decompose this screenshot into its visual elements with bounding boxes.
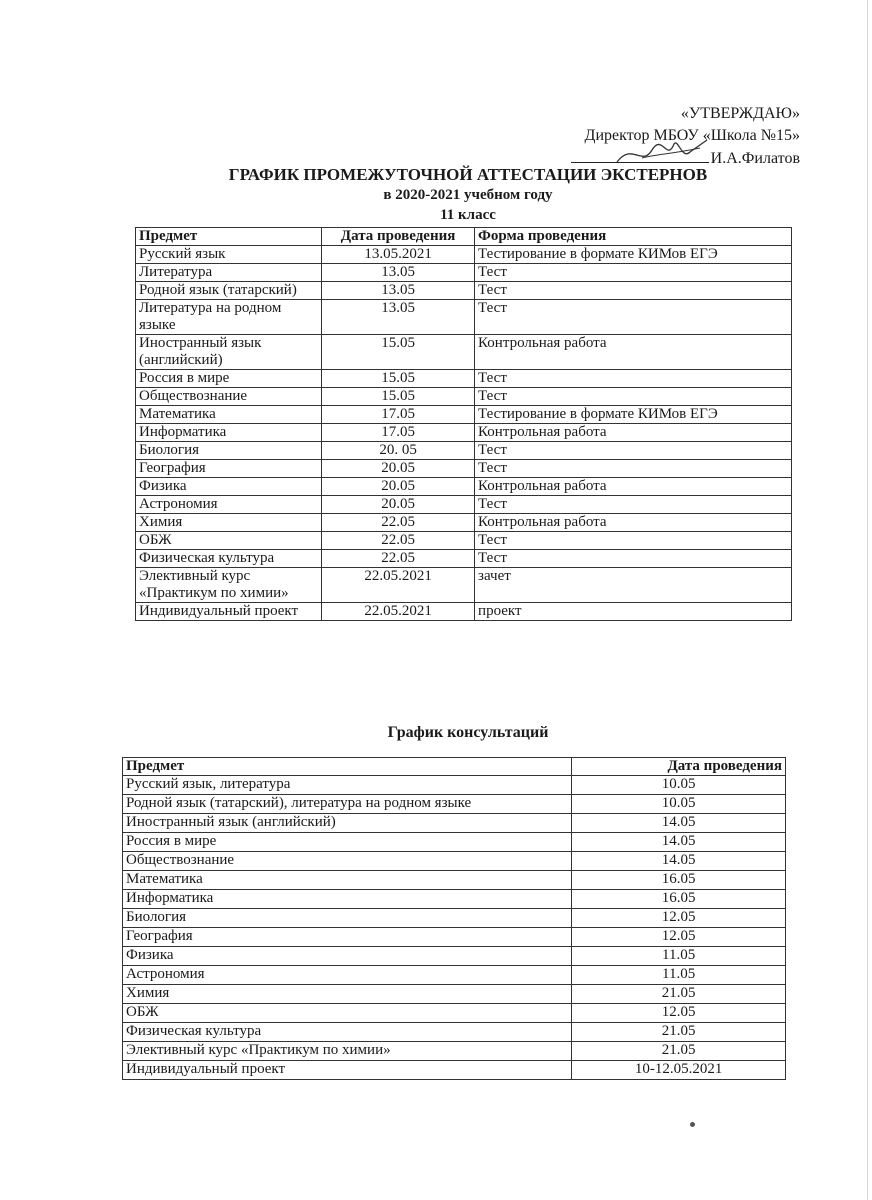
- cell-subject: Биология: [123, 909, 572, 928]
- table-row: [136, 246, 792, 264]
- cell-date: 15.05: [322, 335, 475, 370]
- cell-subject: Химия: [136, 514, 322, 532]
- table-row: [123, 814, 786, 833]
- table-row: [123, 795, 786, 814]
- cell-form: Тестирование в формате КИМов ЕГЭ: [475, 406, 792, 424]
- page-mark: [690, 1122, 695, 1127]
- cell-date: 21.05: [572, 985, 786, 1004]
- cell-date: 17.05: [322, 406, 475, 424]
- table-row: [136, 568, 792, 603]
- cell-subject: Индивидуальный проект: [123, 1061, 572, 1080]
- cell-date: 22.05.2021: [322, 568, 475, 603]
- cell-date: 12.05: [572, 1004, 786, 1023]
- cell-date: 12.05: [572, 909, 786, 928]
- cell-subject: География: [123, 928, 572, 947]
- cell-subject: Литература на родном языке: [136, 300, 322, 335]
- cell-subject: Родной язык (татарский), литература на родном языке: [123, 795, 572, 814]
- cell-form: Тест: [475, 388, 792, 406]
- table-row: [123, 833, 786, 852]
- cell-subject: Обществознание: [136, 388, 322, 406]
- cell-date: 13.05: [322, 300, 475, 335]
- cell-form: Тест: [475, 550, 792, 568]
- cell-subject: Иностранный язык (английский): [136, 335, 322, 370]
- approval-name: И.А.Филатов: [710, 150, 800, 167]
- exams-header-row: [136, 228, 792, 246]
- cell-date: 15.05: [322, 370, 475, 388]
- table-row: [136, 514, 792, 532]
- cell-date: 22.05: [322, 532, 475, 550]
- cell-date: 20.05: [322, 478, 475, 496]
- cell-form: Тест: [475, 532, 792, 550]
- table-row: [136, 282, 792, 300]
- document-grade: 11 класс: [440, 207, 496, 223]
- cell-date: 10.05: [572, 776, 786, 795]
- cell-subject: Элективный курс «Практикум по химии»: [123, 1042, 572, 1061]
- table-row: [136, 300, 792, 335]
- table-row: [136, 532, 792, 550]
- table-row: [136, 264, 792, 282]
- cell-date: 12.05: [572, 928, 786, 947]
- cell-form: Контрольная работа: [475, 335, 792, 370]
- cell-subject: Физика: [136, 478, 322, 496]
- cell-subject: Физическая культура: [123, 1023, 572, 1042]
- table-row: [136, 424, 792, 442]
- table-row: [123, 985, 786, 1004]
- table-row: [136, 496, 792, 514]
- table-row: [136, 335, 792, 370]
- cell-date: 20. 05: [322, 442, 475, 460]
- table-row: [136, 406, 792, 424]
- cell-subject: Индивидуальный проект: [136, 603, 322, 621]
- cell-date: 11.05: [572, 966, 786, 985]
- cell-subject: Физическая культура: [136, 550, 322, 568]
- cell-date: 10-12.05.2021: [572, 1061, 786, 1080]
- cell-date: 13.05: [322, 282, 475, 300]
- cell-date: 15.05: [322, 388, 475, 406]
- header-subject: Предмет: [136, 228, 322, 246]
- cell-subject: Астрономия: [123, 966, 572, 985]
- cell-subject: ОБЖ: [123, 1004, 572, 1023]
- cell-date: 16.05: [572, 890, 786, 909]
- cell-date: 17.05: [322, 424, 475, 442]
- cell-form: Контрольная работа: [475, 424, 792, 442]
- cell-subject: Русский язык, литература: [123, 776, 572, 795]
- cell-date: 14.05: [572, 814, 786, 833]
- cell-date: 14.05: [572, 852, 786, 871]
- table-row: [136, 388, 792, 406]
- table-row: [123, 909, 786, 928]
- cell-subject: Физика: [123, 947, 572, 966]
- table-row: [123, 890, 786, 909]
- table-row: [123, 1061, 786, 1080]
- cell-date: 14.05: [572, 833, 786, 852]
- table-row: [136, 603, 792, 621]
- exams-table: [135, 227, 792, 621]
- cell-subject: Литература: [136, 264, 322, 282]
- table-row: [136, 478, 792, 496]
- consultations-table: [122, 757, 786, 1080]
- cell-subject: Русский язык: [136, 246, 322, 264]
- cell-date: 10.05: [572, 795, 786, 814]
- approval-stamp: «УТВЕРЖДАЮ»: [680, 105, 800, 122]
- cell-subject: Информатика: [123, 890, 572, 909]
- cell-form: зачет: [475, 568, 792, 603]
- cell-form: Контрольная работа: [475, 514, 792, 532]
- table-row: [123, 947, 786, 966]
- cell-subject: Астрономия: [136, 496, 322, 514]
- table-row: [123, 966, 786, 985]
- cell-date: 21.05: [572, 1023, 786, 1042]
- table-row: [136, 370, 792, 388]
- consultations-title: График консультаций: [387, 724, 549, 741]
- cell-date: 11.05: [572, 947, 786, 966]
- cell-date: 16.05: [572, 871, 786, 890]
- cell-form: Тест: [475, 442, 792, 460]
- cell-subject: Химия: [123, 985, 572, 1004]
- table-row: [123, 1004, 786, 1023]
- document-year: в 2020-2021 учебном году: [383, 187, 553, 203]
- cell-subject: Биология: [136, 442, 322, 460]
- cell-date: 22.05.2021: [322, 603, 475, 621]
- cell-subject: Россия в мире: [136, 370, 322, 388]
- cell-subject: Россия в мире: [123, 833, 572, 852]
- table-row: [136, 460, 792, 478]
- table-row: [123, 1042, 786, 1061]
- cell-date: 13.05: [322, 264, 475, 282]
- cell-form: Тест: [475, 370, 792, 388]
- cell-subject: Родной язык (татарский): [136, 282, 322, 300]
- cell-subject: Обществознание: [123, 852, 572, 871]
- consult-header-row: [123, 758, 786, 776]
- cell-date: 22.05: [322, 514, 475, 532]
- consult-header-date: Дата проведения: [572, 758, 786, 776]
- cell-subject: Математика: [123, 871, 572, 890]
- cell-subject: Математика: [136, 406, 322, 424]
- cell-form: Тест: [475, 300, 792, 335]
- consult-header-subject: Предмет: [123, 758, 572, 776]
- table-row: [136, 442, 792, 460]
- table-row: [123, 776, 786, 795]
- cell-subject: Элективный курс «Практикум по химии»: [136, 568, 322, 603]
- approval-position: Директор МБОУ «Школа №15»: [584, 127, 800, 144]
- cell-subject: Иностранный язык (английский): [123, 814, 572, 833]
- table-row: [123, 1023, 786, 1042]
- cell-form: проект: [475, 603, 792, 621]
- cell-form: Тест: [475, 496, 792, 514]
- cell-form: Тестирование в формате КИМов ЕГЭ: [475, 246, 792, 264]
- cell-form: Контрольная работа: [475, 478, 792, 496]
- cell-date: 21.05: [572, 1042, 786, 1061]
- cell-form: Тест: [475, 282, 792, 300]
- cell-date: 20.05: [322, 496, 475, 514]
- cell-form: Тест: [475, 264, 792, 282]
- cell-date: 20.05: [322, 460, 475, 478]
- header-form: Форма проведения: [475, 228, 792, 246]
- header-date: Дата проведения: [322, 228, 475, 246]
- cell-subject: ОБЖ: [136, 532, 322, 550]
- cell-subject: География: [136, 460, 322, 478]
- table-row: [136, 550, 792, 568]
- cell-subject: Информатика: [136, 424, 322, 442]
- table-row: [123, 852, 786, 871]
- document-title: ГРАФИК ПРОМЕЖУТОЧНОЙ АТТЕСТАЦИИ ЭКСТЕРНОВ: [228, 165, 708, 184]
- cell-form: Тест: [475, 460, 792, 478]
- cell-date: 22.05: [322, 550, 475, 568]
- cell-date: 13.05.2021: [322, 246, 475, 264]
- table-row: [123, 928, 786, 947]
- table-row: [123, 871, 786, 890]
